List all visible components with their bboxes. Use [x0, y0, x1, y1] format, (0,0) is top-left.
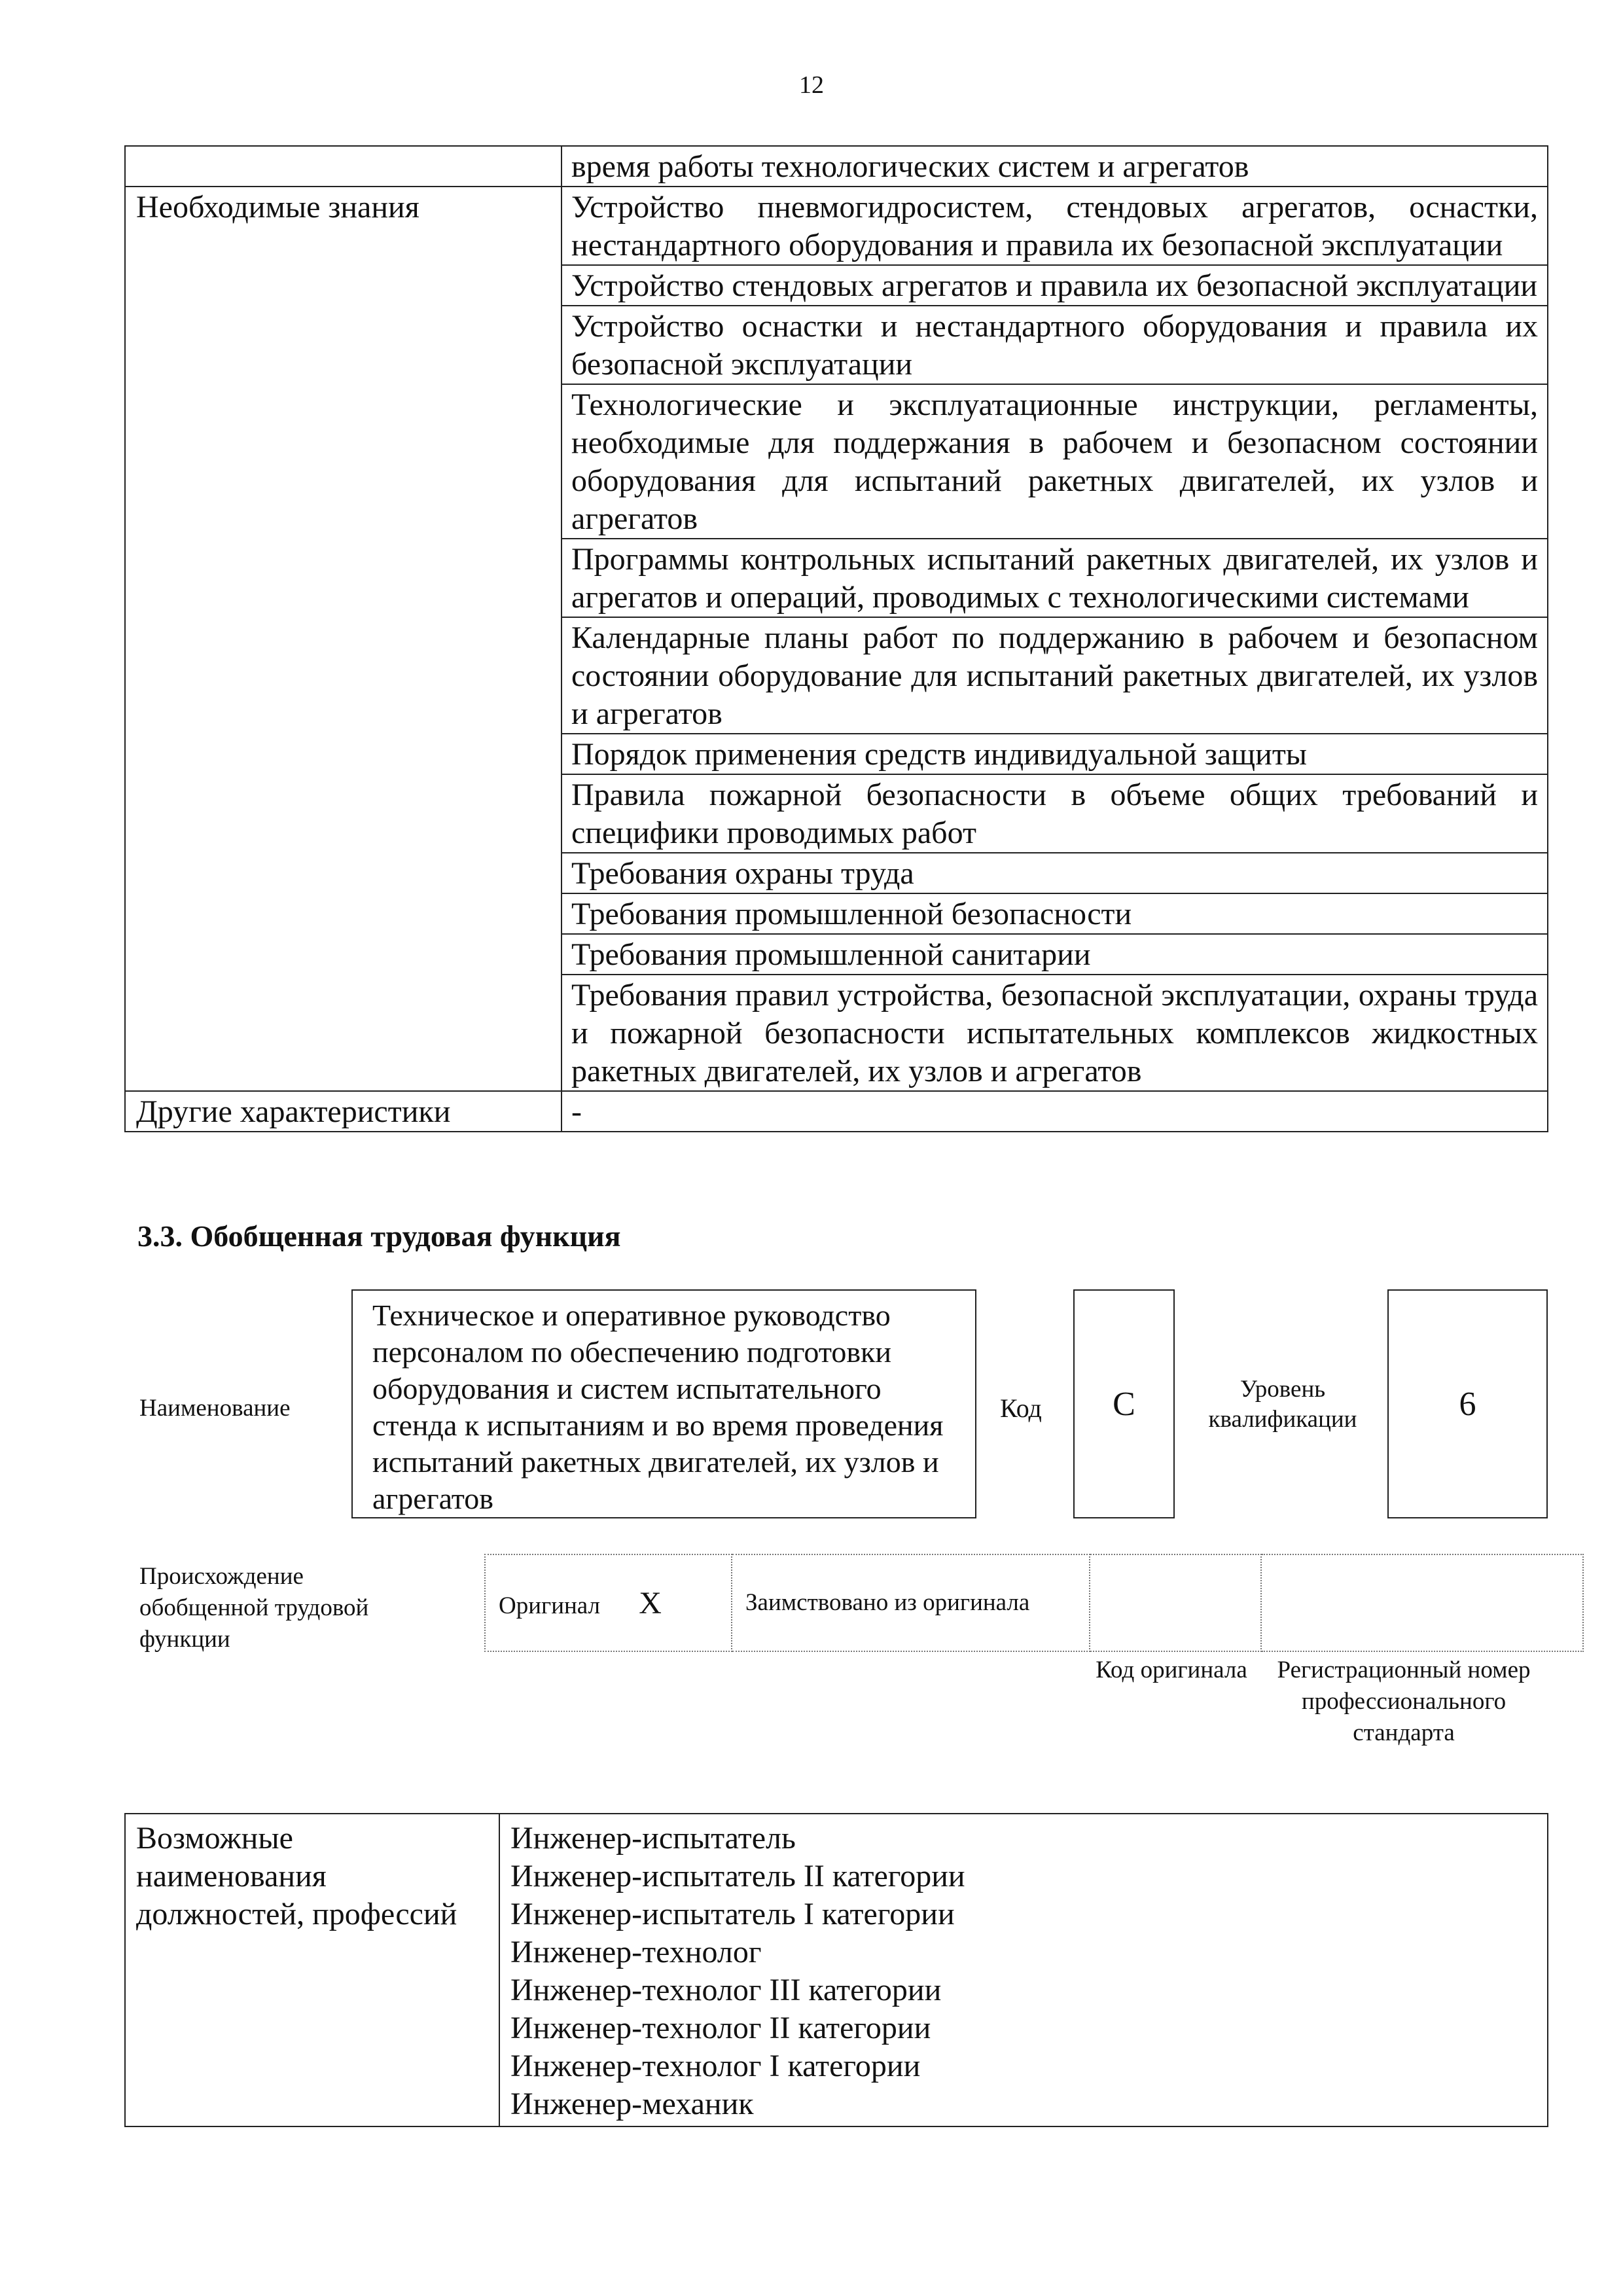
table-row [125, 1814, 1548, 2126]
knowledge-table [124, 145, 1548, 1132]
registration-number-caption: Регистрационный номер профессионального стандарта [1277, 1657, 1531, 1746]
section-heading: 3.3. Обобщенная трудовая функция [137, 1219, 621, 1253]
other-characteristics-label: Другие характеристики [125, 1091, 562, 1132]
function-name-box: Техническое и оперативное руководство персоналом по обеспечению подготовки оборудования и систем испытательного стенда к испытаниям и во время проведения испытаний ракетных двигателей, их узлов и агрегатов [351, 1289, 976, 1518]
borrowed-label: Заимствовано из оригинала [732, 1554, 1090, 1651]
qualification-level-box: 6 [1387, 1289, 1548, 1518]
knowledge-item: Технологические и эксплуатационные инструкции, регламенты, необходимые для поддержания в рабочем и безопасном состоянии оборудования для испытаний ракетных двигателей, их узлов и агрегатов [562, 384, 1548, 539]
registration-number-cell [1261, 1554, 1583, 1651]
knowledge-item: Устройство пневмогидросистем, стендовых агрегатов, оснастки, нестандартного оборудования и правила их безопасной эксплуатации [562, 187, 1548, 265]
continuation-cell: время работы технологических систем и агрегатов [562, 146, 1548, 187]
position-item: Инженер-технолог II категории [510, 2011, 931, 2045]
original-code-cell [1090, 1554, 1261, 1651]
knowledge-item: Устройство оснастки и нестандартного оборудования и правила их безопасной эксплуатации [562, 306, 1548, 384]
table-row [485, 1554, 1583, 1651]
positions-label: Возможные наименования должностей, профессий [125, 1814, 499, 2126]
table-row [125, 187, 1548, 265]
positions-list [499, 1814, 1548, 2126]
code-label: Код [1000, 1393, 1042, 1423]
origin-label: Происхождение обобщенной трудовой функции [139, 1563, 369, 1653]
original-label: Оригинал [499, 1592, 601, 1619]
knowledge-item: Требования охраны труда [562, 853, 1548, 893]
knowledge-item: Устройство стендовых агрегатов и правила их безопасной эксплуатации [562, 265, 1548, 306]
position-item: Инженер-испытатель II категории [510, 1859, 965, 1893]
knowledge-item: Требования промышленной безопасности [562, 893, 1548, 934]
original-cell [485, 1554, 732, 1651]
origin-table [484, 1554, 1584, 1652]
qualification-level-label: Уровень квалификации [1208, 1376, 1357, 1433]
position-item: Инженер-испытатель I категории [510, 1897, 955, 1931]
position-item: Инженер-технолог [510, 1935, 762, 1969]
position-item: Инженер-механик [510, 2087, 754, 2121]
positions-table [124, 1813, 1548, 2127]
position-item: Инженер-технолог I категории [510, 2049, 921, 2083]
original-mark: X [639, 1585, 662, 1621]
table-row [125, 146, 1548, 187]
knowledge-item: Порядок применения средств индивидуальной защиты [562, 734, 1548, 774]
knowledge-item: Программы контрольных испытаний ракетных двигателей, их узлов и агрегатов и операций, проводимых с технологическими системами [562, 539, 1548, 617]
table-row [125, 1091, 1548, 1132]
knowledge-item: Календарные планы работ по поддержанию в рабочем и безопасном состоянии оборудование для испытаний ракетных двигателей, их узлов и агрегатов [562, 617, 1548, 734]
other-characteristics-value: - [562, 1091, 1548, 1132]
position-item: Инженер-испытатель [510, 1821, 796, 1856]
page-number: 12 [799, 71, 824, 99]
knowledge-item: Правила пожарной безопасности в объеме общих требований и специфики проводимых работ [562, 774, 1548, 853]
knowledge-item: Требования правил устройства, безопасной эксплуатации, охраны труда и пожарной безопасности испытательных комплексов жидкостных ракетных двигателей, их узлов и агрегатов [562, 975, 1548, 1091]
required-knowledge-label: Необходимые знания [125, 187, 562, 1091]
code-box: C [1073, 1289, 1175, 1518]
position-item: Инженер-технолог III категории [510, 1973, 942, 2007]
original-code-caption: Код оригинала [1096, 1657, 1247, 1683]
name-label: Наименование [139, 1395, 291, 1422]
knowledge-item: Требования промышленной санитарии [562, 934, 1548, 975]
table-cell [125, 146, 562, 187]
